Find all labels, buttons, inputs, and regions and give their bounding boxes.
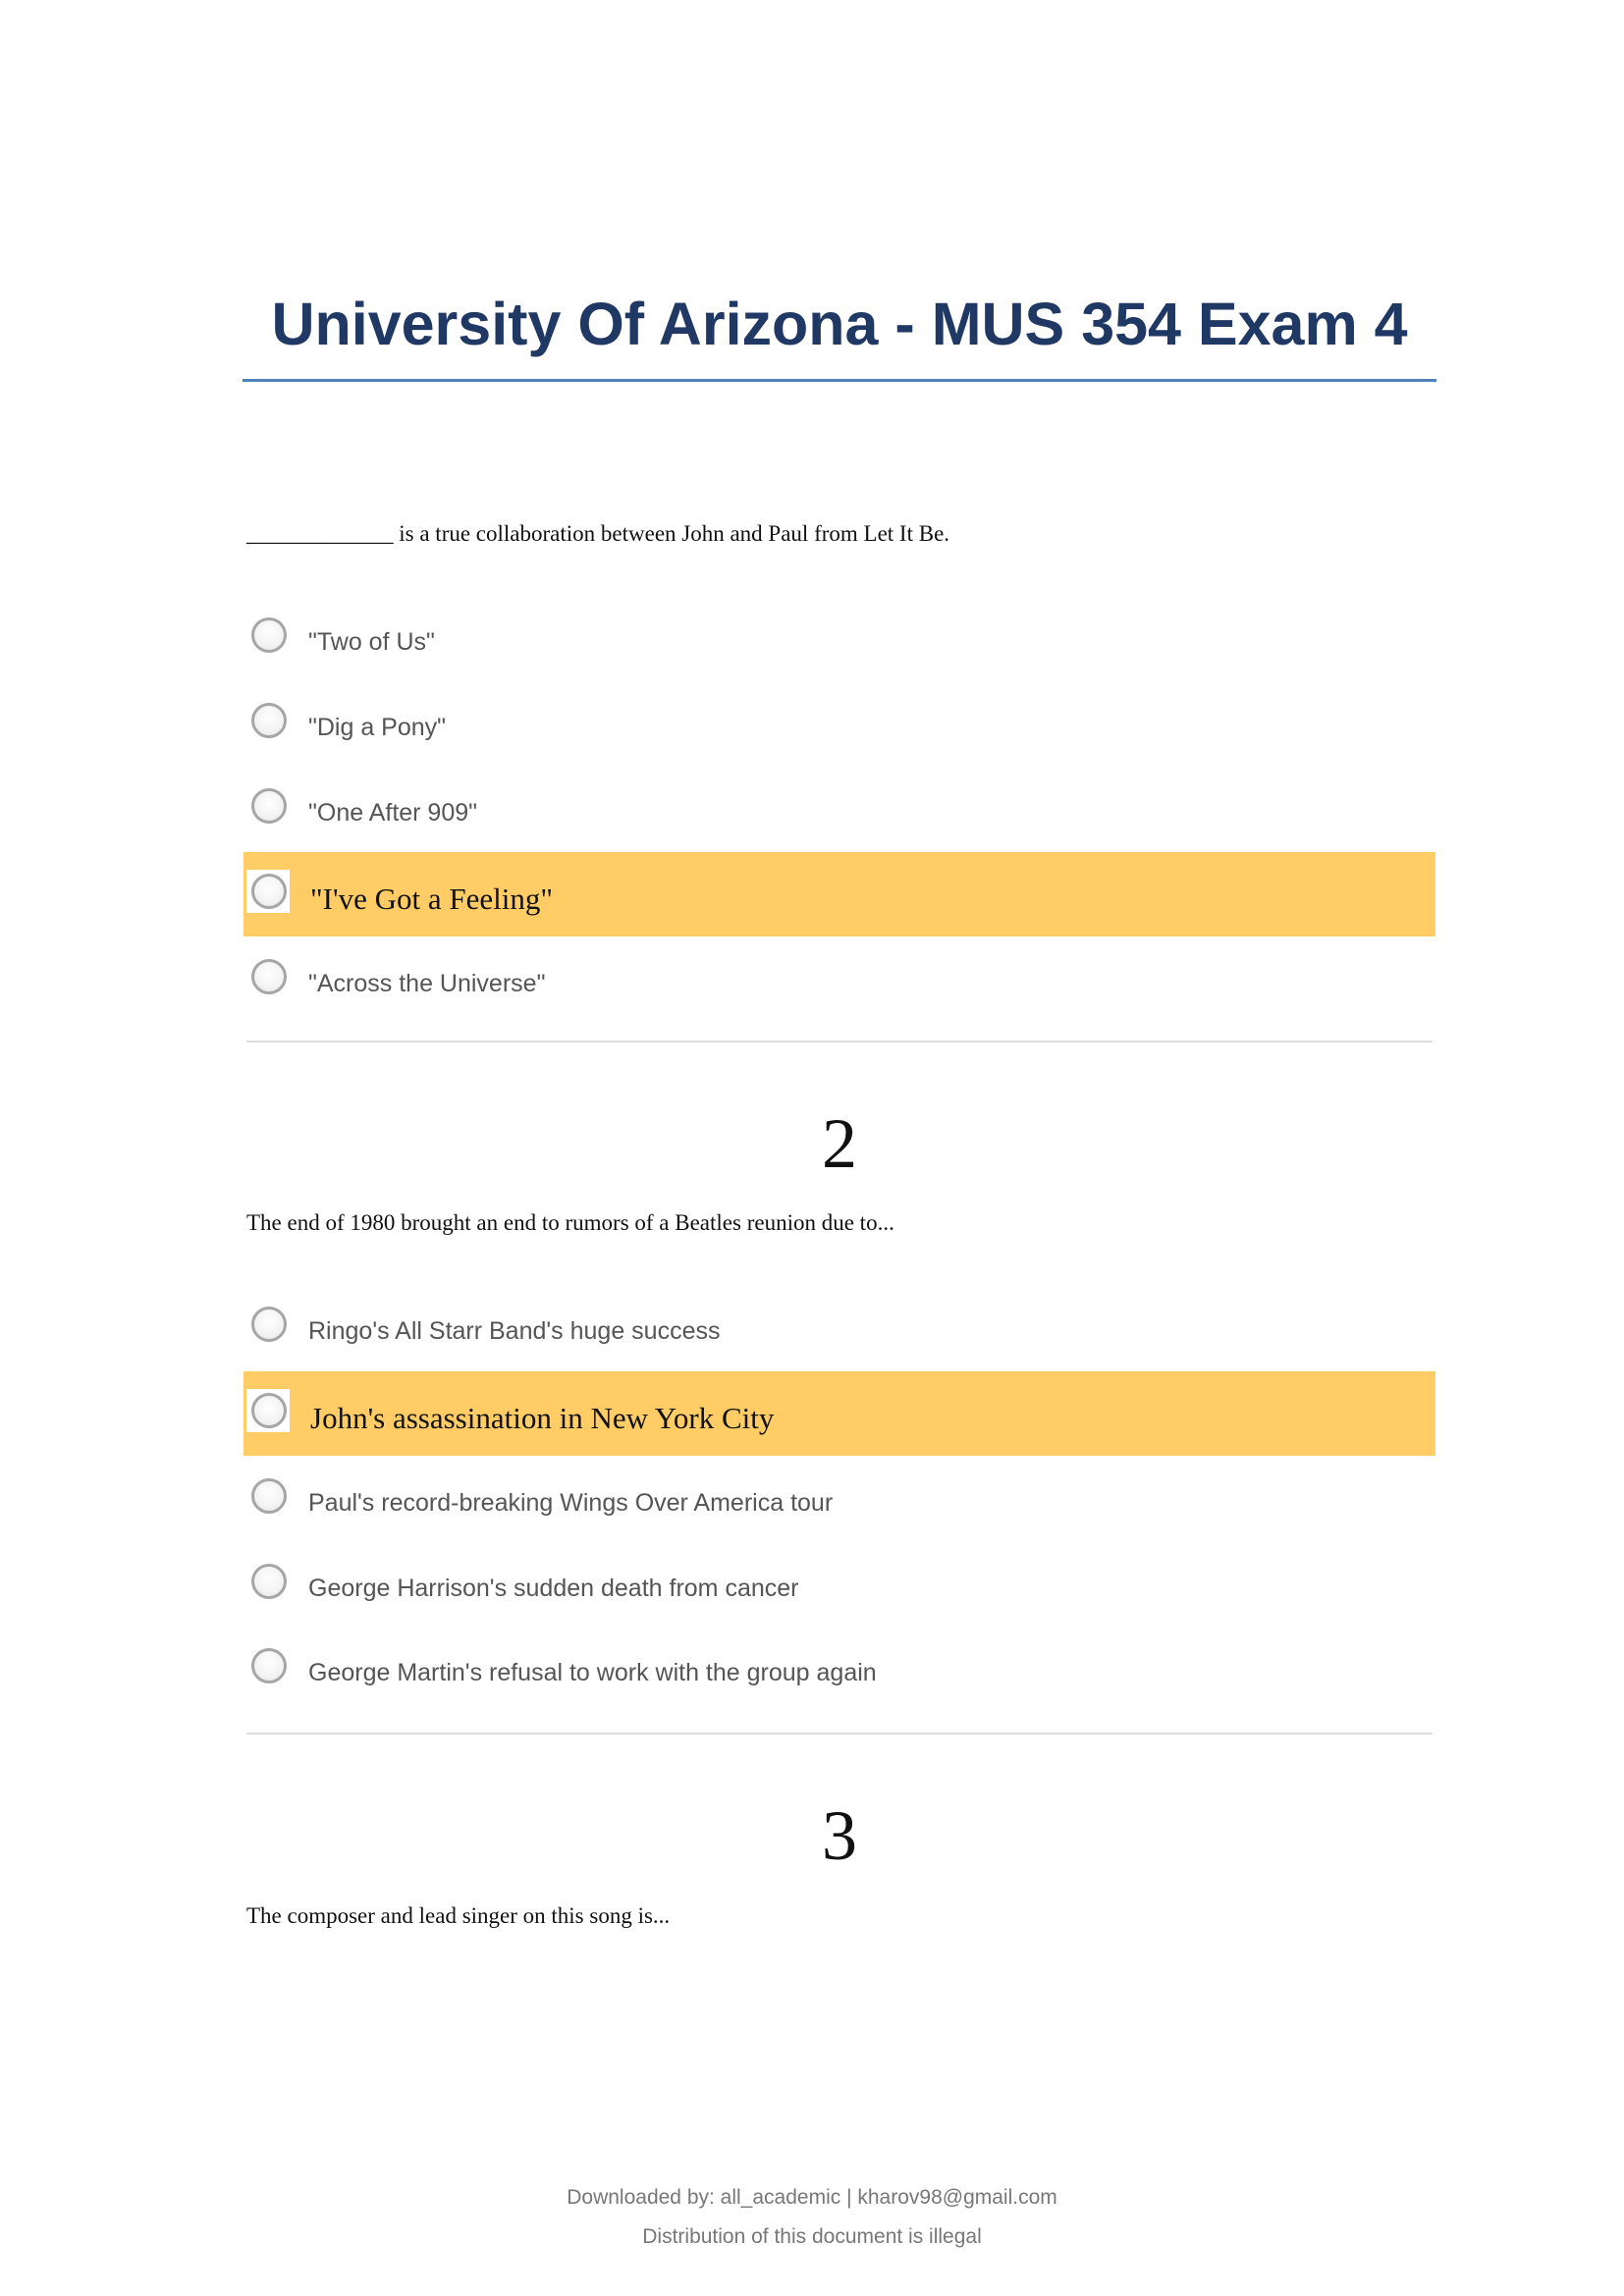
title-underline [243,379,1436,382]
question-2-text: The end of 1980 brought an end to rumors of a Beatles reunion due to... [246,1210,894,1235]
radio-button-icon[interactable] [251,788,287,824]
radio-button-icon[interactable] [251,874,287,909]
download-attribution: Downloaded by: all_academic | kharov98@gmail.com [567,2186,1057,2209]
radio-button-icon[interactable] [251,617,287,653]
radio-button-icon[interactable] [251,703,287,738]
option-label: George Martin's refusal to work with the group again [308,1659,877,1686]
option-label: "Across the Universe" [308,970,546,997]
radio-button-icon[interactable] [251,1648,287,1683]
option-label: "One After 909" [308,799,478,827]
option-label: Paul's record-breaking Wings Over America tour [308,1489,834,1517]
question-3-number: 3 [822,1796,857,1875]
document-title: University Of Arizona - MUS 354 Exam 4 [271,291,1408,357]
q2-option-1[interactable] [244,1296,1435,1380]
q2-option-5[interactable] [244,1637,1435,1722]
radio-button-icon[interactable] [251,1393,287,1428]
q2-option-2-selected[interactable] [244,1371,1435,1456]
radio-button-icon[interactable] [251,1564,287,1599]
option-label: John's assassination in New York City [310,1401,775,1435]
q1-option-1[interactable] [244,607,1435,691]
option-label: "Dig a Pony" [308,714,447,741]
q1-option-3[interactable] [244,777,1435,862]
q2-option-3[interactable] [244,1468,1435,1552]
q1-option-5[interactable] [244,948,1435,1033]
q1-option-4-selected[interactable] [244,852,1435,936]
question-divider [246,1733,1433,1735]
option-label: "Two of Us" [308,628,435,656]
q1-option-2[interactable] [244,692,1435,776]
option-label: "I've Got a Feeling" [310,881,553,916]
q2-option-4[interactable] [244,1553,1435,1637]
radio-button-icon[interactable] [251,1478,287,1514]
question-3-text: The composer and lead singer on this song is... [246,1903,671,1928]
option-label: George Harrison's sudden death from cancer [308,1575,799,1602]
radio-button-icon[interactable] [251,959,287,994]
question-1-text: _____________ is a true collaboration between John and Paul from Let It Be. [246,521,950,546]
question-2-number: 2 [822,1104,857,1183]
option-label: Ringo's All Starr Band's huge success [308,1317,721,1345]
distribution-notice: Distribution of this document is illegal [642,2225,982,2248]
radio-button-icon[interactable] [251,1307,287,1342]
question-divider [246,1041,1433,1042]
